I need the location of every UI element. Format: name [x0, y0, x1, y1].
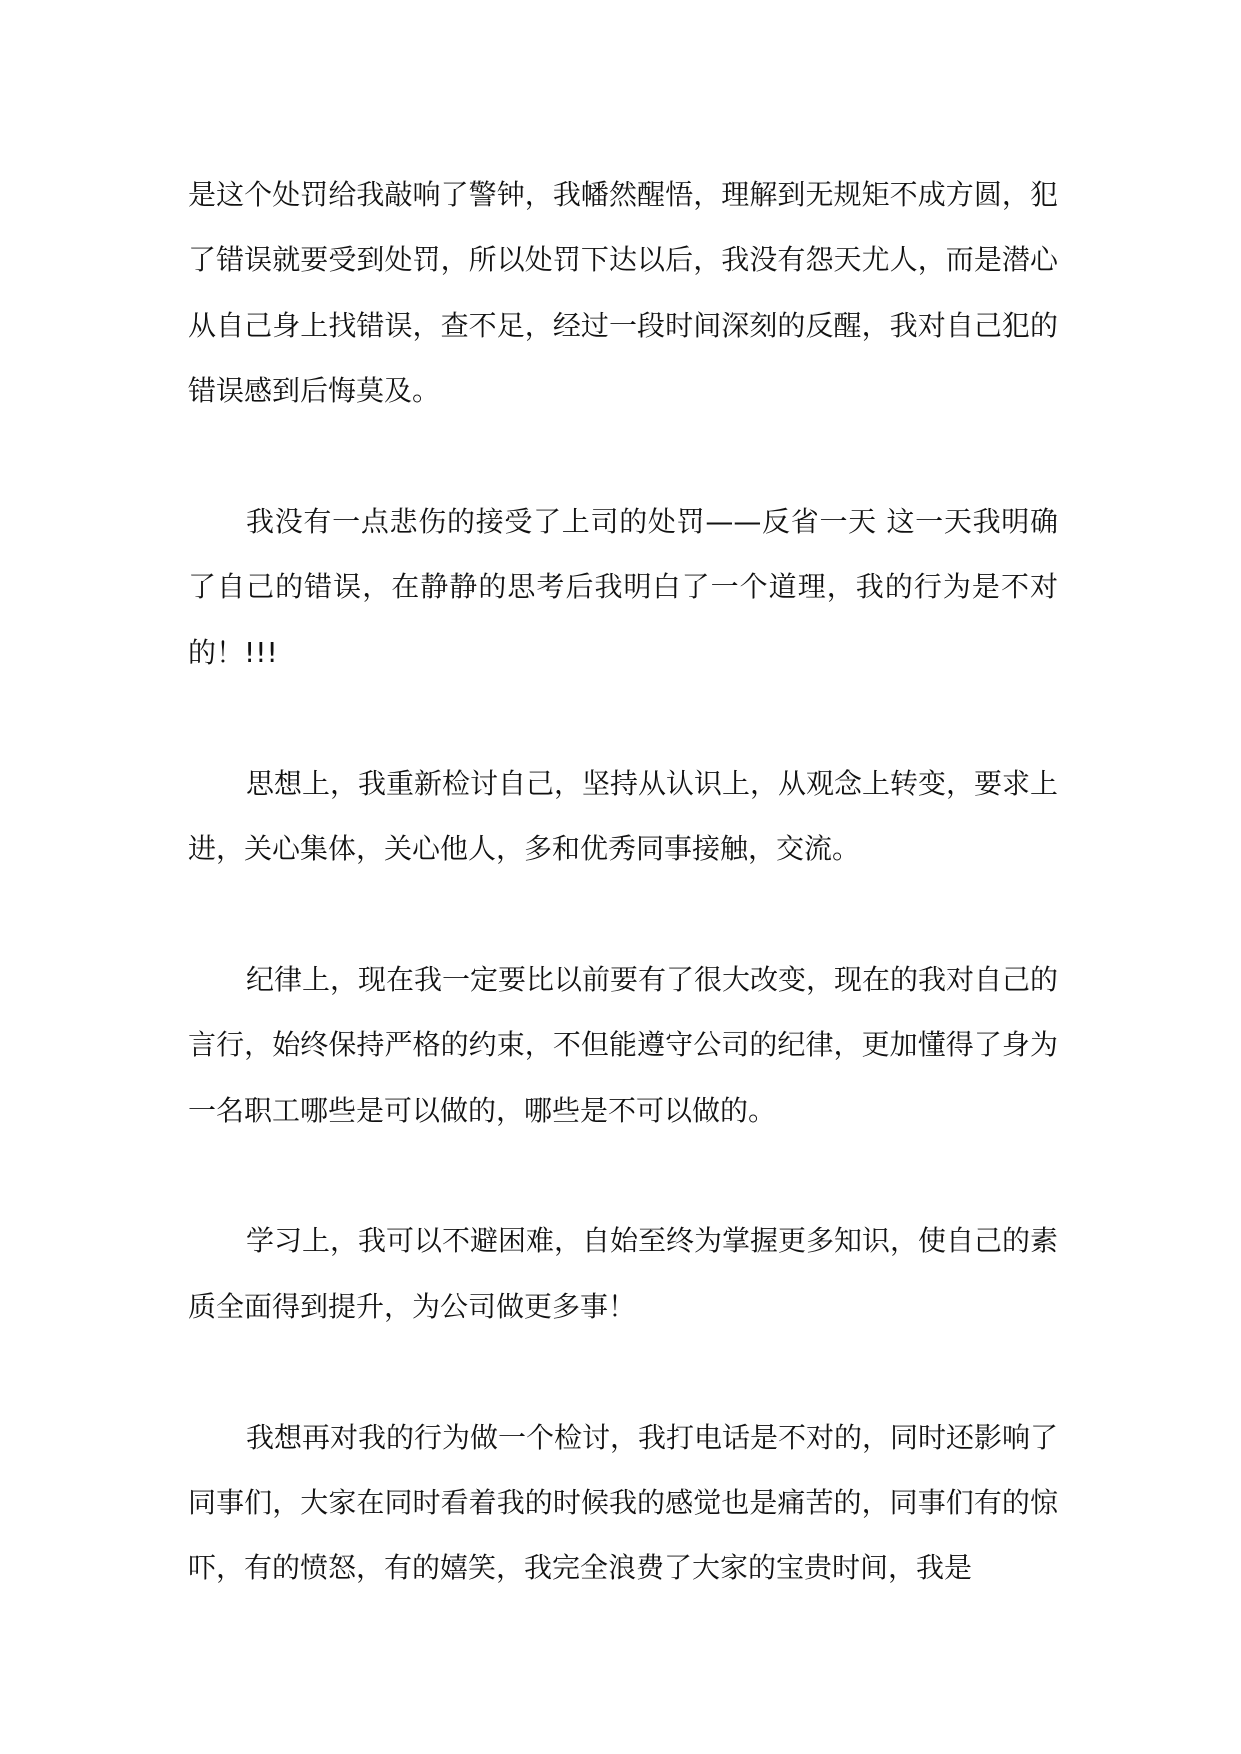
paragraph-6: 我想再对我的行为做一个检讨，我打电话是不对的，同时还影响了同事们，大家在同时看着我的时候我的感觉也是痛苦的，同事们有的惊吓，有的愤怒，有的嬉笑，我完全浪费了大家的宝贵时间，我是 — [188, 1420, 1059, 1585]
paragraph-1: 是这个处罚给我敲响了警钟，我幡然醒悟，理解到无规矩不成方圆，犯了错误就要受到处罚，所以处罚下达以后，我没有怨天尤人，而是潜心从自己身上找错误，查不足，经过一段时间深刻的反醒，我对自己犯的错误感到后悔莫及。 — [188, 178, 1058, 408]
paragraph-2: 我没有一点悲伤的接受了上司的处罚——反省一天 这一天我明确了自己的错误，在静静的思考后我明白了一个道理，我的行为是不对的！!!! — [188, 505, 1058, 669]
paragraph-4: 纪律上，现在我一定要比以前要有了很大改变，现在的我对自己的言行，始终保持严格的约束，不但能遵守公司的纪律，更加懂得了身为一名职工哪些是可以做的，哪些是不可以做的。 — [188, 962, 1059, 1127]
paragraph-3: 思想上，我重新检讨自己，坚持从认识上，从观念上转变，要求上进，关心集体，关心他人，多和优秀同事接触，交流。 — [188, 766, 1059, 866]
document-body — [188, 162, 1058, 1601]
paragraph-5: 学习上，我可以不避困难，自始至终为掌握更多知识，使自己的素质全面得到提升，为公司做更多事！ — [188, 1224, 1059, 1323]
